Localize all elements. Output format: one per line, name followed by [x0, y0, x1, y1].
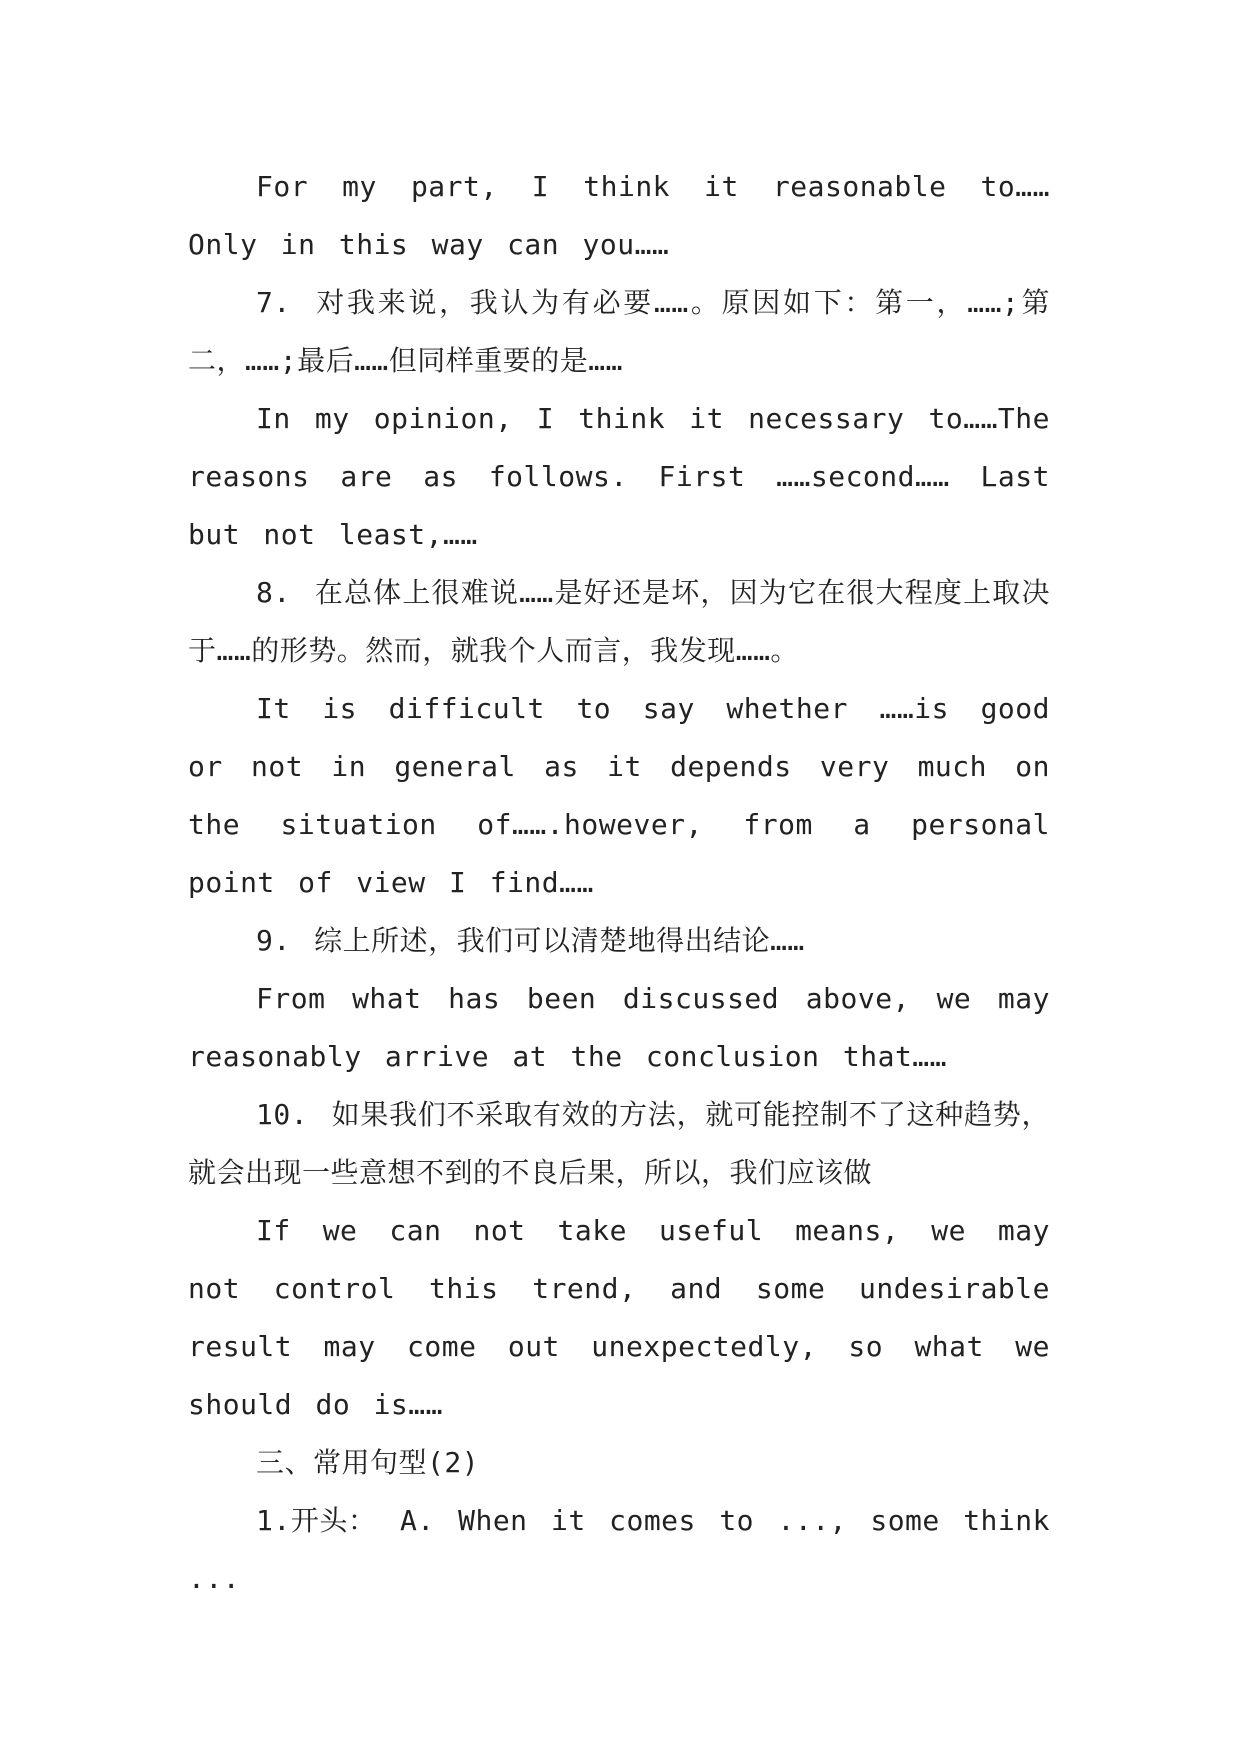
paragraph-item-7-english: In my opinion, I think it necessary to……The reasons are as follows. First ……second…… Last but not least,…… — [188, 402, 1050, 551]
paragraph-item-10-english: If we can not take useful means, we may not control this trend, and some undesirable result may come out unexpectedly, so what we should do is…… — [188, 1214, 1050, 1421]
paragraph-item-10-chinese: 10. 如果我们不采取有效的方法，就可能控制不了这种趋势，就会出现一些意想不到的不良后果，所以，我们应该做 — [188, 1098, 1050, 1189]
section-heading: 三、常用句型(2) — [256, 1446, 480, 1479]
paragraph-item-9-english: From what has been discussed above, we may reasonably arrive at the conclusion that…… — [188, 982, 1050, 1073]
paragraph-item-8-english: It is difficult to say whether ……is good or not in general as it depends very much on the situation of…….however, from a personal point of view I find…… — [188, 692, 1050, 899]
paragraph-english-7-intro: For my part, I think it reasonable to…… Only in this way can you…… — [188, 170, 1050, 261]
document-body — [188, 158, 1050, 1608]
paragraph-item-8-chinese: 8. 在总体上很难说……是好还是坏，因为它在很大程度上取决于……的形势。然而，就我个人而言，我发现……。 — [188, 576, 1050, 667]
paragraph-opening-pattern: 1.开头： A. When it comes to ..., some think ... — [188, 1504, 1050, 1595]
paragraph-item-7-chinese: 7. 对我来说，我认为有必要……。原因如下：第一，……;第二，……;最后……但同样重要的是…… — [188, 286, 1050, 377]
paragraph-item-9-chinese: 9. 综上所述，我们可以清楚地得出结论…… — [256, 924, 805, 957]
